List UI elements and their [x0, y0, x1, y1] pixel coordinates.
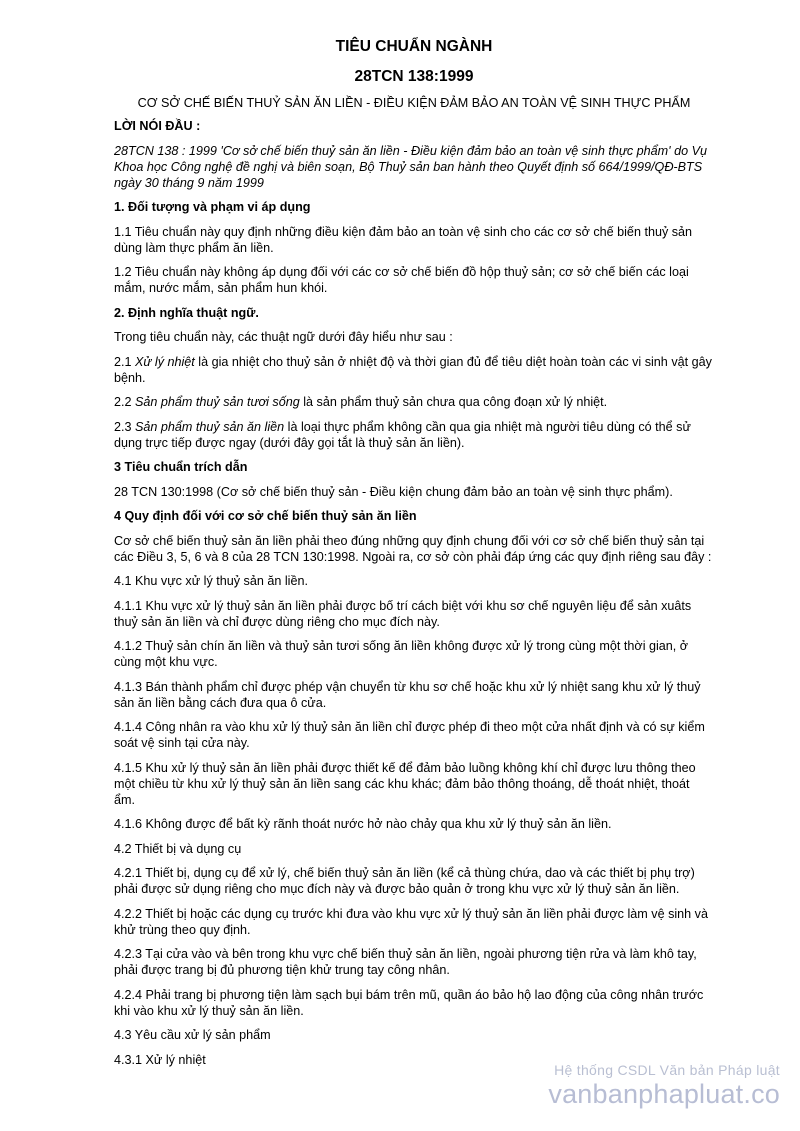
- definition-term: Sản phẩm thuỷ sản tươi sống: [135, 395, 300, 409]
- definition-number: 2.3: [114, 419, 136, 434]
- section-4-heading: 4 Quy định đối với cơ sở chế biến thuỷ sản ăn liền: [114, 509, 417, 523]
- definition-text: là sản phẩm thuỷ sản chưa qua công đoạn xử lý nhiệt.: [299, 395, 608, 409]
- document-title: TIÊU CHUẨN NGÀNH: [335, 38, 493, 55]
- paragraph-4-1-3: 4.1.3 Bán thành phẩm chỉ được phép vận chuyển từ khu sơ chế hoặc khu xử lý nhiệt sang khu xử lý thuỷ sản ăn liền bằng cách đưa qua ô cửa.: [114, 679, 701, 710]
- paragraph-4-1-4: 4.1.4 Công nhân ra vào khu xử lý thuỷ sản ăn liền chỉ được phép đi theo một cửa nhất định và có sự kiểm soát vệ sinh tại cửa này.: [114, 720, 705, 750]
- watermark-line-1: Hệ thống CSDL Văn bản Pháp luật: [554, 1062, 780, 1078]
- paragraph-4-2-3: 4.2.3 Tại cửa vào và bên trong khu vực chế biến thuỷ sản ăn liền, ngoài phương tiện rửa và làm khô tay, phải được trang bị đủ phương tiện khử trung tay công nhân.: [114, 947, 697, 977]
- paragraph-4-1: 4.1 Khu vực xử lý thuỷ sản ăn liền.: [114, 574, 308, 588]
- paragraph-4-2-4: 4.2.4 Phải trang bị phương tiện làm sạch bụi bám trên mũ, quần áo bảo hộ lao động của công nhân trước khi vào khu xử lý thuỷ sản ăn liền.: [114, 987, 704, 1018]
- definition-term: Xử lý nhiệt: [135, 354, 195, 369]
- foreword-heading: LỜI NÓI ĐẦU :: [114, 119, 201, 133]
- document-code: 28TCN 138:1999: [354, 68, 474, 85]
- watermark-line-2: vanbanphapluat.co: [548, 1079, 780, 1109]
- paragraph-4-3-1: 4.3.1 Xử lý nhiệt: [114, 1052, 206, 1067]
- definition-text: là loại thực phẩm không cần qua gia nhiệt mà người tiêu dùng có thể sử dụng trực tiếp được ngay (dưới đây gọi tắt là thuỷ sản ăn liền).: [114, 419, 691, 450]
- paragraph-4-2: 4.2 Thiết bị và dụng cụ: [114, 841, 242, 856]
- document-page: [114, 36, 714, 1076]
- definition-2-1: [114, 354, 714, 386]
- paragraph-4-1-5: 4.1.5 Khu xử lý thuỷ sản ăn liền phải được thiết kế để đảm bảo luồng không khí chỉ được lưu thông theo một chiều từ khu xử lý thuỷ sản ăn liền sang các khu khác; đảm bảo thông thoáng, dễ thoát nhiệt, thoát ẩm.: [114, 760, 696, 807]
- paragraph-3-1: 28 TCN 130:1998 (Cơ sở chế biến thuỷ sản - Điều kiện chung đảm bảo an toàn vệ sinh thực phẩm).: [114, 484, 673, 499]
- paragraph-4-intro: Cơ sở chế biến thuỷ sản ăn liền phải theo đúng những quy định chung đối với cơ sở chế biến thuỷ sản tại các Điều 3, 5, 6 và 8 của 28 TCN 130:1998. Ngoài ra, cơ sở còn phải đáp ứng các quy định riêng sau đây :: [114, 533, 712, 564]
- definition-text: là gia nhiệt cho thuỷ sản ở nhiệt độ và thời gian đủ để tiêu diệt hoàn toàn các vi sinh vật gây bệnh.: [114, 354, 712, 385]
- section-3-heading: 3 Tiêu chuẩn trích dẫn: [114, 460, 248, 474]
- paragraph-4-2-2: 4.2.2 Thiết bị hoặc các dụng cụ trước khi đưa vào khu vực xử lý thuỷ sản ăn liền phải được làm vệ sinh và khử trùng theo quy định.: [114, 906, 708, 937]
- section-1-heading: 1. Đối tượng và phạm vi áp dụng: [114, 200, 311, 214]
- definition-term: Sản phẩm thuỷ sản ăn liền: [135, 419, 285, 434]
- watermark: [548, 1061, 780, 1109]
- paragraph-4-3: 4.3 Yêu cầu xử lý sản phẩm: [114, 1028, 271, 1042]
- paragraph-1-1: 1.1 Tiêu chuẩn này quy định những điều kiện đảm bảo an toàn vệ sinh cho các cơ sở chế biến thuỷ sản dùng làm thực phẩm ăn liền.: [114, 224, 693, 255]
- definition-number: 2.2: [114, 395, 136, 409]
- definition-number: 2.1: [114, 354, 136, 369]
- definition-2-3: [114, 419, 714, 451]
- paragraph-4-1-6: 4.1.6 Không được để bất kỳ rãnh thoát nước hở nào chảy qua khu xử lý thuỷ sản ăn liền.: [114, 817, 612, 831]
- paragraph-4-2-1: 4.2.1 Thiết bị, dụng cụ để xử lý, chế biến thuỷ sản ăn liền (kể cả thùng chứa, dao và các thiết bị phụ trợ) phải được sử dụng riêng cho mục đích này và được bảo quản ở trong khu vực xử lý thuỷ sản ăn liền.: [114, 866, 695, 896]
- document-subtitle: CƠ SỞ CHẾ BIẾN THUỶ SẢN ĂN LIỀN - ĐIỀU KIỆN ĐẢM BẢO AN TOÀN VỆ SINH THỰC PHẨM: [137, 96, 691, 110]
- definition-2-2: [114, 394, 714, 410]
- section-2-heading: 2. Định nghĩa thuật ngữ.: [114, 305, 259, 320]
- paragraph-4-1-2: 4.1.2 Thuỷ sản chín ăn liền và thuỷ sản tươi sống ăn liền không được xử lý trong cùng một thời gian, ở cùng một khu vực.: [114, 639, 689, 669]
- paragraph-2-intro: Trong tiêu chuẩn này, các thuật ngữ dưới đây hiểu như sau :: [114, 330, 453, 344]
- paragraph-1-2: 1.2 Tiêu chuẩn này không áp dụng đối với các cơ sở chế biến đồ hộp thuỷ sản; cơ sở chế biến các loại mắm, nước mắm, sản phẩm hun khói.: [114, 265, 689, 295]
- foreword-text: 28TCN 138 : 1999 'Cơ sở chế biến thuỷ sản ăn liền - Điều kiện đảm bảo an toàn vệ sinh thực phẩm' do Vụ Khoa học Công nghệ đề nghị và biên soạn, Bộ Thuỷ sản ban hành theo Quyết định số 664/1999/QĐ-BTS ngày 30 tháng 9 năm 1999: [114, 143, 707, 190]
- paragraph-4-1-1: 4.1.1 Khu vực xử lý thuỷ sản ăn liền phải được bố trí cách biệt với khu sơ chế nguyên liệu để sản xuâts thuỷ sản ăn liền và chỉ được dùng riêng cho mục đích này.: [114, 598, 692, 629]
